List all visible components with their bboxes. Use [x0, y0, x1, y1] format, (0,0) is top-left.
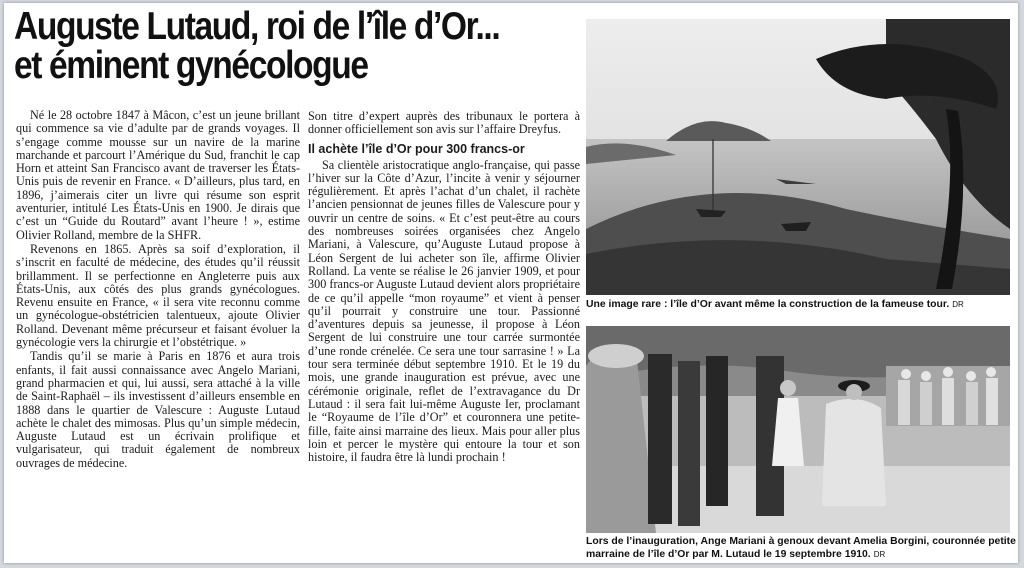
island-photo-image	[586, 19, 1010, 295]
photo-inauguration	[586, 326, 1010, 533]
paragraph: Sa clientèle aristocratique anglo-française, qui passe l’hiver sur la Côte d’Azur, l’incite à venir y séjourner régulièrement. Et après l’achat d’un chalet, il rachète l’ancien pensionnat de jeunes filles de Valescure pour y ouvrir un centre de soins. « Et c’est peut-être au cours des nombreuses soirées organisées chez Angelo Mariani, à Valescure, qu’Auguste Lutaud propose à Léon Sergent de lui acheter son île, affirme Olivier Rolland. La vente se réalise le 26 janvier 1909, et pour 300 francs-or Auguste Lutaud devient alors propriétaire de ce qu’il appelle “mon royaume” et vient à penser qu’il pourrait y construire une tour. Passionné d’aventures depuis sa jeunesse, il propose à Léon Sergent de lui construire une tour carrée surmontée d’une ronde crénelée. Ce sera une tour sarrasine ! » La tour sera terminée début septembre 1910. Et le 19 du mois, une grande inauguration est prévue, avec une cérémonie originale, reflet de l’extravagance du Dr Lutaud : il sera fait lui-même Auguste Ier, proclamant le “Royaume de l’île d’Or” et couronnera une petite-fille, faite ainsi marraine des lieux. Mais pour aller plus loin et percer le mystère qui entoure la tour et son histoire, il faudra être là lundi prochain !	[308, 157, 580, 465]
photo2-credit: DR	[873, 550, 886, 559]
headline-line-2: et éminent gynécologue	[14, 44, 368, 87]
paragraph: Son titre d’expert auprès des tribunaux le portera à donner officiellement son avis sur l’affaire Dreyfus.	[308, 109, 580, 137]
photo2-caption	[586, 535, 1016, 561]
article-subhead: Il achète l’île d’Or pour 300 francs-or	[308, 141, 525, 156]
photo-island-coast	[586, 19, 1010, 295]
photo1-caption-text: Une image rare : l’île d’Or avant même la construction de la fameuse tour.	[586, 299, 950, 310]
paragraph: Né le 28 octobre 1847 à Mâcon, c’est un jeune brillant qui commence sa vie d’adulte par de grands voyages. Il s’engage comme mousse sur un navire de la marine marchande et parcourt l’Amérique du Sud, franchit le cap Horn et atteint San Francisco avant de traverser les États-Unis puis de revenir en France. « D’ailleurs, plus tard, en 1896, j’aimerais citer un livre qui résume son esprit aventurier, intitulé Les États-Unis en 1900. Je dirais que c’est un “Guide du Routard” avant l’heure ! », estime Olivier Rolland, membre de la SHFR.	[16, 108, 300, 242]
article-column-2	[308, 110, 580, 464]
photo2-caption-text: Lors de l’inauguration, Ange Mariani à genoux devant Amelia Borgini, couronnée petite marraine de l’île d’Or par M. Lutaud le 19 septembre 1910.	[586, 536, 1016, 560]
headline-line-1: Auguste Lutaud, roi de l’île d’Or...	[14, 5, 500, 48]
newspaper-page	[4, 3, 1018, 563]
article-headline	[14, 5, 500, 87]
paragraph: Revenons en 1865. Après sa soif d’exploration, il s’inscrit en faculté de médecine, des études qu’il réussit brillamment. Il se perfectionne en Angleterre puis aux États-Unis, aux côtés des plus grands gynécologues. Revenu ensuite en France, « il sera vite reconnu comme un gynécologue-obstétricien talentueux, ajoute Olivier Rolland. Devenant même précurseur et faisant évoluer la gynécologie vers la chirurgie et l’obstétrique. »	[16, 241, 300, 350]
inauguration-photo-image	[586, 326, 1010, 533]
article-column-1	[16, 109, 300, 470]
paragraph: Tandis qu’il se marie à Paris en 1876 et aura trois enfants, il fait aussi connaissance avec Angelo Mariani, grand pharmacien et qui, lui aussi, sera attaché à la ville de Saint-Raphaël – ils investissent d’ailleurs ensemble en 1888 dans le quartier de Valescure : Auguste Lutaud achète le chalet des mimosas. Plus qu’un simple médecin, Auguste Lutaud est un écrivain prolifique et vulgarisateur, qui traduit également de nombreux ouvrages de médecine.	[16, 349, 300, 470]
photo1-caption	[586, 298, 1016, 311]
photo1-credit: DR	[952, 300, 964, 309]
